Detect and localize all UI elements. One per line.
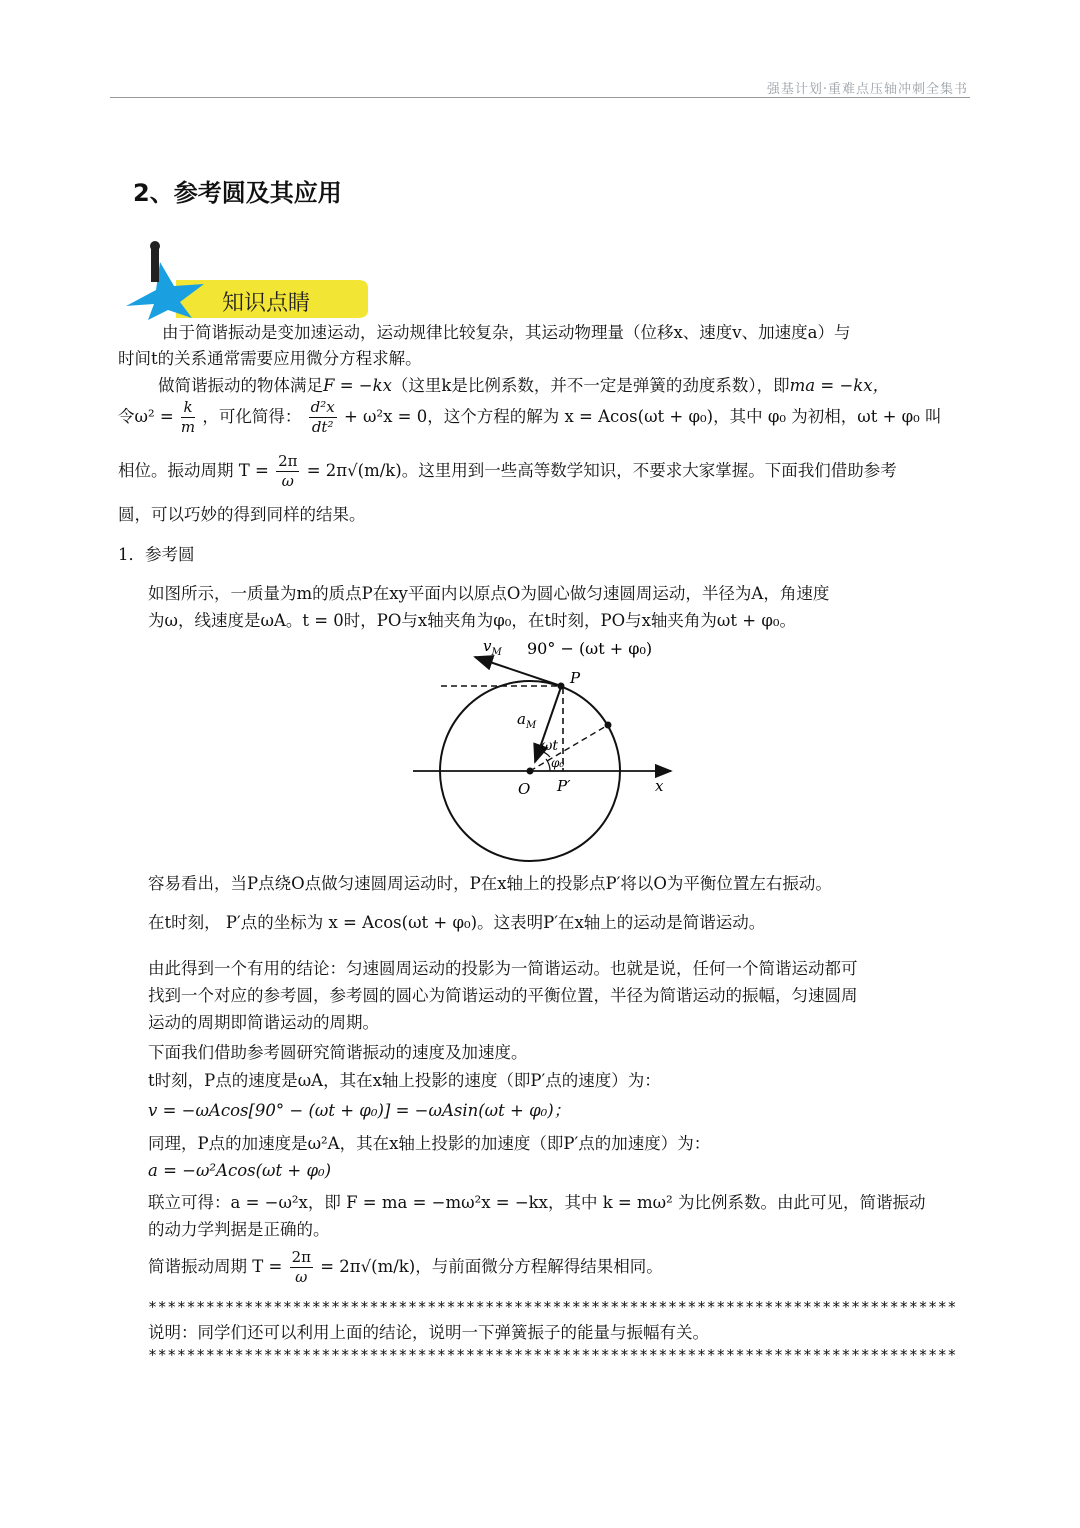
desc-line-2: 为ω，线速度是ωA。t = 0时，PO与x轴夹角为φ₀，在t时刻，PO与x轴夹角为ωt + φ₀。: [148, 611, 797, 630]
section-title: 2、参考圆及其应用: [133, 179, 342, 207]
intro-line-3: 做简谐振动的物体满足F = −kx（这里k是比例系数，并不一定是弹簧的劲度系数），即ma = −kx，: [158, 376, 890, 395]
body-line-6: 下面我们借助参考圆研究简谐振动的速度及加速度。: [148, 1043, 528, 1062]
label-O: O: [518, 780, 531, 798]
point-P: [558, 683, 565, 690]
header-rule: [110, 97, 970, 98]
body-formula-velocity: v = −ωAcos[90° − (ωt + φ₀)] = −ωAsin(ωt + φ₀)；: [148, 1101, 571, 1120]
label-x: x: [655, 777, 664, 795]
label-Pprime: P′: [557, 777, 571, 795]
intro-line-6: 圆，可以巧妙的得到同样的结果。: [118, 505, 366, 524]
intro-line-1: 由于简谐振动是变加速运动，运动规律比较复杂，其运动物理量（位移x、速度v、加速度a）与: [162, 323, 851, 342]
body-line-11: 联立可得：a = −ω²x，即 F = ma = −mω²x = −kx，其中 k = mω² 为比例系数。由此可见，简谐振动: [148, 1193, 926, 1212]
person-icon: [151, 248, 159, 282]
svg-text:aM: $a_M$: [517, 710, 537, 731]
reference-circle-figure: [405, 632, 685, 864]
body-line-7: t时刻，P点的速度是ωA，其在x轴上投影的速度（即P′点的速度）为：: [148, 1071, 661, 1090]
angle-label: 90° − (ωt + φ₀): [527, 639, 653, 658]
body-line-5: 运动的周期即简谐运动的周期。: [148, 1013, 379, 1032]
label-phi0: φ₀: [551, 756, 565, 770]
body-line-4: 找到一个对应的参考圆，参考圆的圆心为简谐运动的平衡位置，半径为简谐运动的振幅，匀速圆周: [148, 986, 858, 1005]
initial-point: [605, 722, 612, 729]
intro-line-2: 时间t的关系通常需要应用微分方程求解。: [118, 349, 422, 368]
body-line-2: 在t时刻， P′点的坐标为 x = Acos(ωt + φ₀)。这表明P′在x轴上的运动是简谐运动。: [148, 913, 766, 932]
svg-text:vM: $v_M$: [483, 637, 502, 658]
body-line-13: 简谐振动周期 T = $\frac{2\pi}{\omega}$ = 2π√(m/k)，与前面微分方程解得结果相同。: [148, 1248, 663, 1286]
subheading-reference-circle: 1．参考圆: [118, 545, 195, 564]
body-formula-acceleration: a = −ω²Acos(ωt + φ₀): [148, 1161, 332, 1180]
note-text: 说明：同学们还可以利用上面的结论，说明一下弹簧振子的能量与振幅有关。: [148, 1323, 709, 1342]
desc-line-1: 如图所示，一质量为m的质点P在xy平面内以原点O为圆心做匀速圆周运动，半径为A，角速度: [148, 584, 830, 603]
intro-line-4: 令ω² = $\frac{k}{m}$ ，可化简得： $\frac{\text{d²x}}{\text{dt²}}$ + ω²x = 0，这个方程的解为 x = Acos(ωt + φ₀)，其中 φ₀ 为初相，ωt + φ₀ 叫: [118, 398, 942, 436]
label-wt: ωt: [541, 738, 559, 754]
body-line-12: 的动力学判据是正确的。: [148, 1220, 330, 1239]
body-line-9: 同理，P点的加速度是ω²A，其在x轴上投影的加速度（即P′点的加速度）为：: [148, 1134, 711, 1153]
origin-point: [527, 768, 534, 775]
intro-line-5: 相位。振动周期 T = $\frac{2\pi}{\omega}$ = 2π√(m/k)。这里用到一些高等数学知识，不要求大家掌握。下面我们借助参考: [118, 452, 897, 490]
label-P: P: [570, 669, 581, 687]
body-line-3: 由此得到一个有用的结论：匀速圆周运动的投影为一简谐运动。也就是说，任何一个简谐运动都可: [148, 959, 858, 978]
star-divider-top: ************************************************************************************: [148, 1298, 957, 1316]
body-line-1: 容易看出，当P点绕O点做匀速圆周运动时，P在x轴上的投影点P′将以O为平衡位置左右振动。: [148, 874, 832, 893]
header-title: 强基计划·重难点压轴冲刺全集书: [766, 82, 968, 97]
badge-label: 知识点睛: [222, 291, 311, 316]
star-divider-bottom: ************************************************************************************: [148, 1346, 957, 1364]
